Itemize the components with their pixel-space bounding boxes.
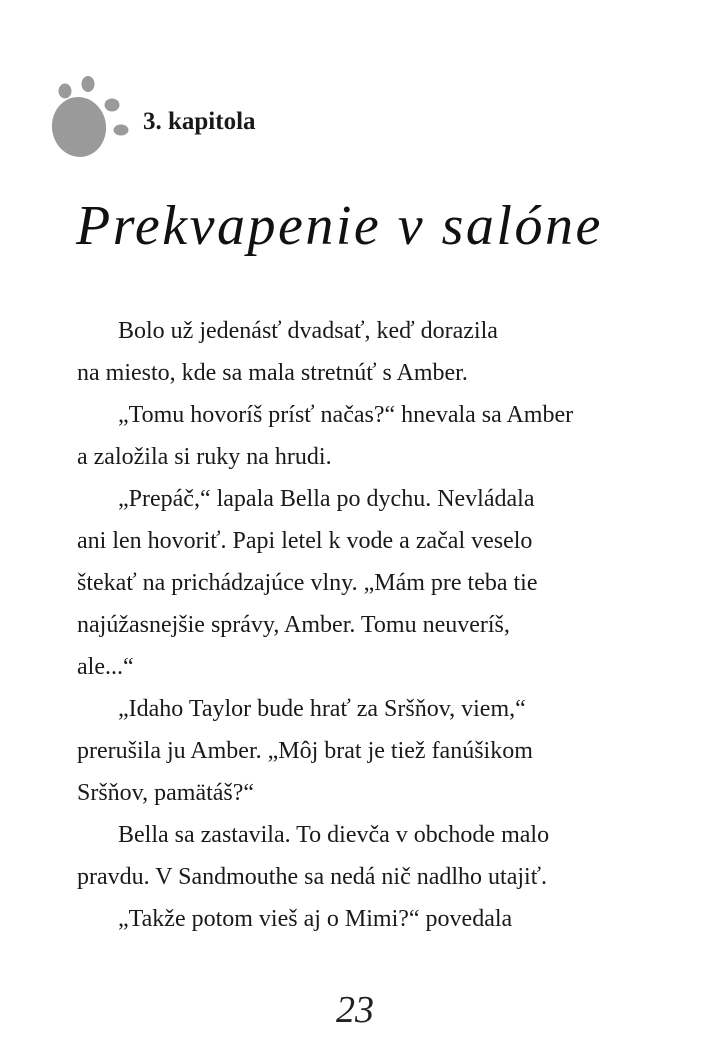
- text-line: pravdu. V Sandmouthe sa nedá nič nadlho utajiť.: [77, 864, 547, 890]
- text-line: najúžasnejšie správy, Amber. Tomu neuveríš,: [77, 612, 510, 638]
- text-line: ani len hovoriť. Papi letel k vode a začal veselo: [77, 528, 533, 554]
- paw-print-icon: [50, 74, 134, 160]
- text-line: „Tomu hovoríš prísť načas?“ hnevala sa Amber: [118, 402, 574, 428]
- text-line: „Prepáč,“ lapala Bella po dychu. Nevládala: [118, 486, 535, 512]
- chapter-label: 3. kapitola: [143, 108, 256, 135]
- text-line: Bolo už jedenásť dvadsať, keď dorazila: [118, 318, 498, 344]
- text-line: na miesto, kde sa mala stretnúť s Amber.: [77, 360, 468, 386]
- text-line: štekať na prichádzajúce vlny. „Mám pre teba tie: [77, 570, 538, 596]
- text-line: ale...“: [77, 654, 134, 680]
- chapter-title: Prekvapenie v salóne: [76, 195, 603, 257]
- body-text: [77, 310, 637, 940]
- text-line: Bella sa zastavila. To dievča v obchode malo: [118, 822, 550, 848]
- text-line: „Idaho Taylor bude hrať za Sršňov, viem,“: [118, 696, 526, 722]
- text-line: „Takže potom vieš aj o Mimi?“ povedala: [118, 906, 513, 932]
- page-number: 23: [336, 989, 374, 1031]
- text-line: Sršňov, pamätáš?“: [77, 780, 255, 806]
- text-line: a založila si ruky na hrudi.: [77, 444, 332, 470]
- text-line: prerušila ju Amber. „Môj brat je tiež fanúšikom: [77, 738, 533, 764]
